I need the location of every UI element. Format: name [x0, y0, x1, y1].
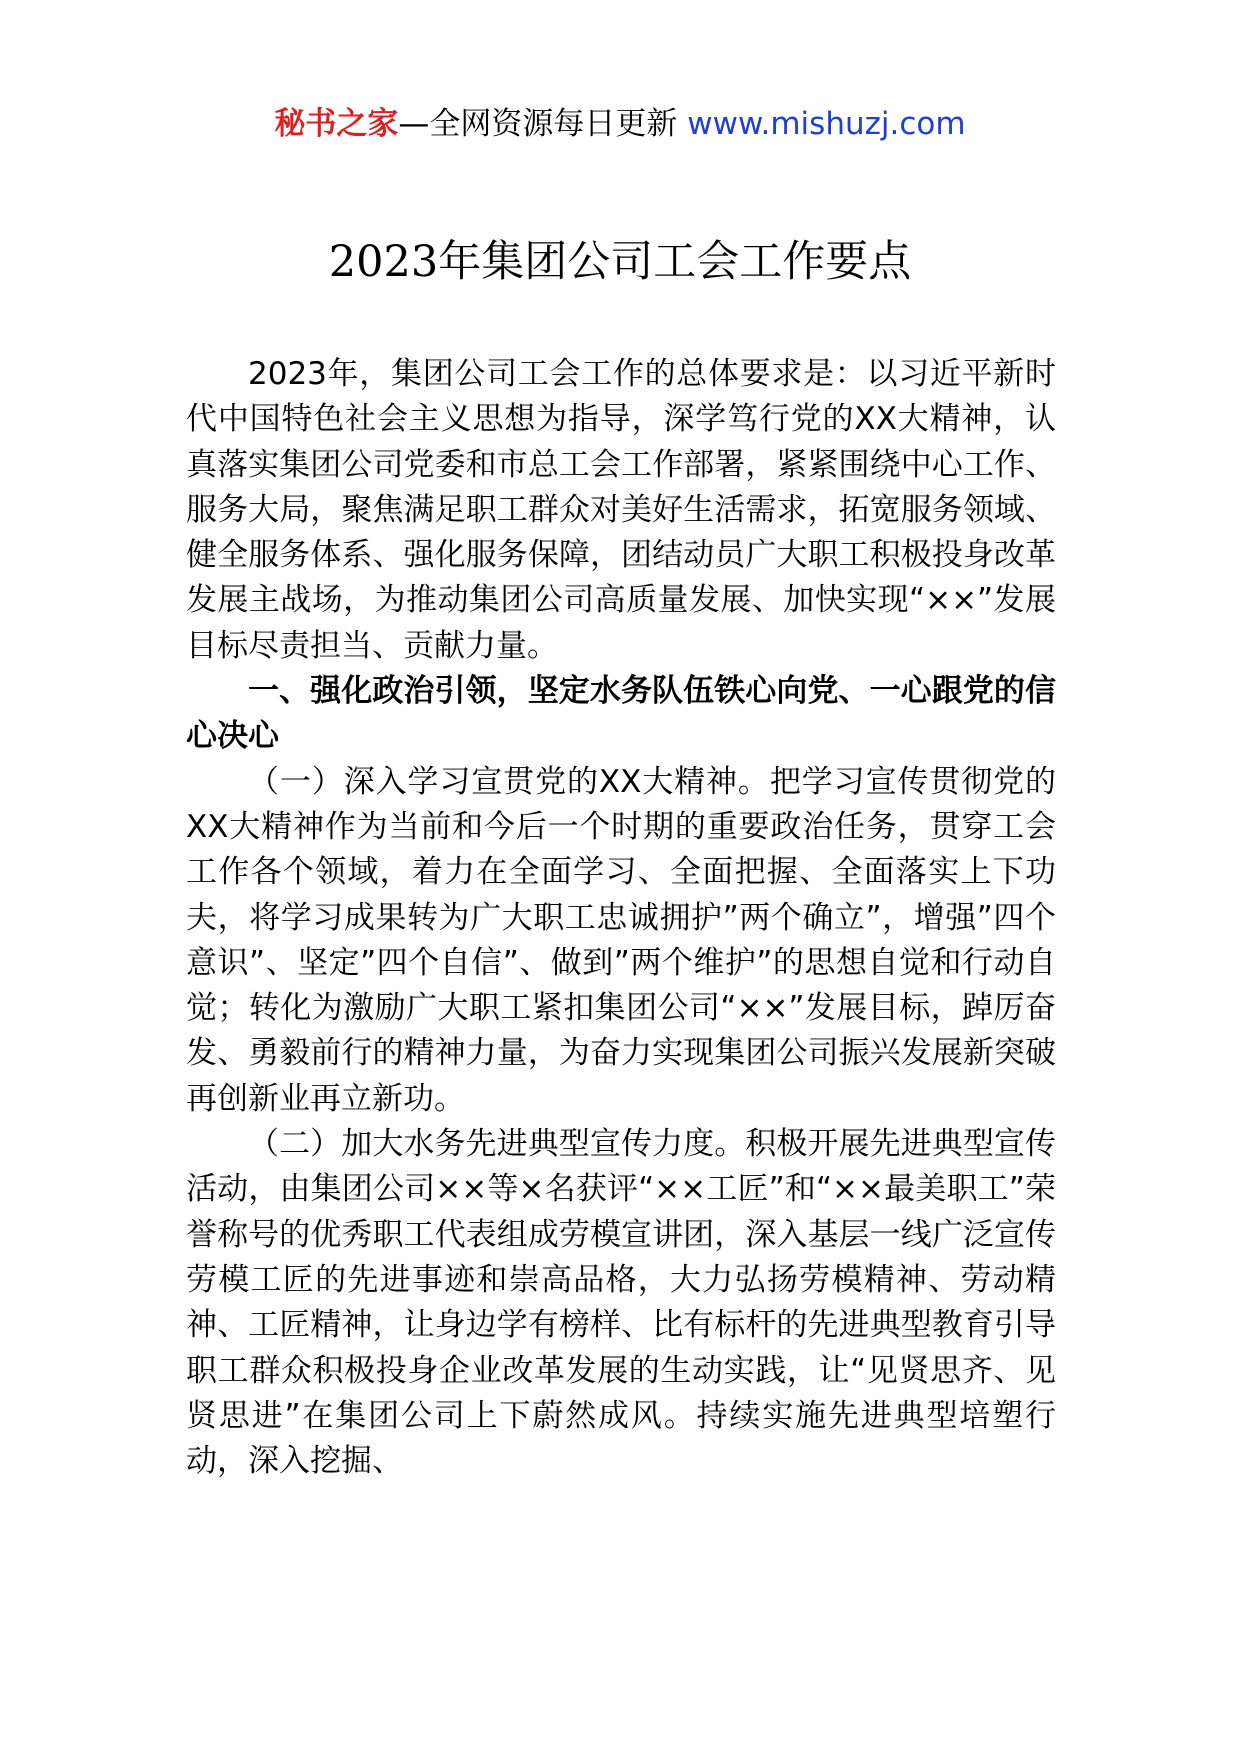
site-url-link[interactable]: www.mishuzj.com	[687, 106, 966, 142]
site-header	[0, 100, 1240, 148]
site-brand: 秘书之家	[274, 106, 399, 142]
paragraph-item-2: （二）加大水务先进典型宣传力度。积极开展先进典型宣传活动，由集团公司××等×名获评“××工匠”和“××最美职工”荣誉称号的优秀职工代表组成劳模宣讲团，深入基层一线广泛宣传劳模工匠的先进事迹和崇高品格，大力弘扬劳模精神、劳动精神、工匠精神，让身边学有榜样、比有标杆的先进典型教育引导职工群众积极投身企业改革发展的生动实践，让“见贤思齐、见贤思进”在集团公司上下蔚然成风。持续实施先进典型培塑行动，深入挖掘、	[186, 1126, 1056, 1480]
paragraph-intro: 2023年，集团公司工会工作的总体要求是：以习近平新时代中国特色社会主义思想为指导，深学笃行党的XX大精神，认真落实集团公司党委和市总工会工作部署，紧紧围绕中心工作、服务大局，聚焦满足职工群众对美好生活需求，拓宽服务领域、健全服务体系、强化服务保障，团结动员广大职工积极投身改革发展主战场，为推动集团公司高质量发展、加快实现“××”发展目标尽责担当、贡献力量。	[186, 356, 1056, 664]
paragraph-item-1: （一）深入学习宣贯党的XX大精神。把学习宣传贯彻党的XX大精神作为当前和今后一个时期的重要政治任务，贯穿工会工作各个领域，着力在全面学习、全面把握、全面落实上下功夫，将学习成果转为广大职工忠诚拥护”两个确立”，增强”四个意识”、坚定”四个自信”、做到”两个维护”的思想自觉和行动自觉；转化为激励广大职工紧扣集团公司“××”发展目标，踔厉奋发、勇毅前行的精神力量，为奋力实现集团公司振兴发展新突破再创新业再立新功。	[186, 763, 1056, 1117]
site-slogan: —全网资源每日更新	[398, 106, 688, 142]
section-heading-1: 一、强化政治引领，坚定水务队伍铁心向党、一心跟党的信心决心	[186, 673, 1056, 755]
document-body	[186, 352, 1056, 1484]
document-title: 2023年集团公司工会工作要点	[328, 237, 912, 287]
